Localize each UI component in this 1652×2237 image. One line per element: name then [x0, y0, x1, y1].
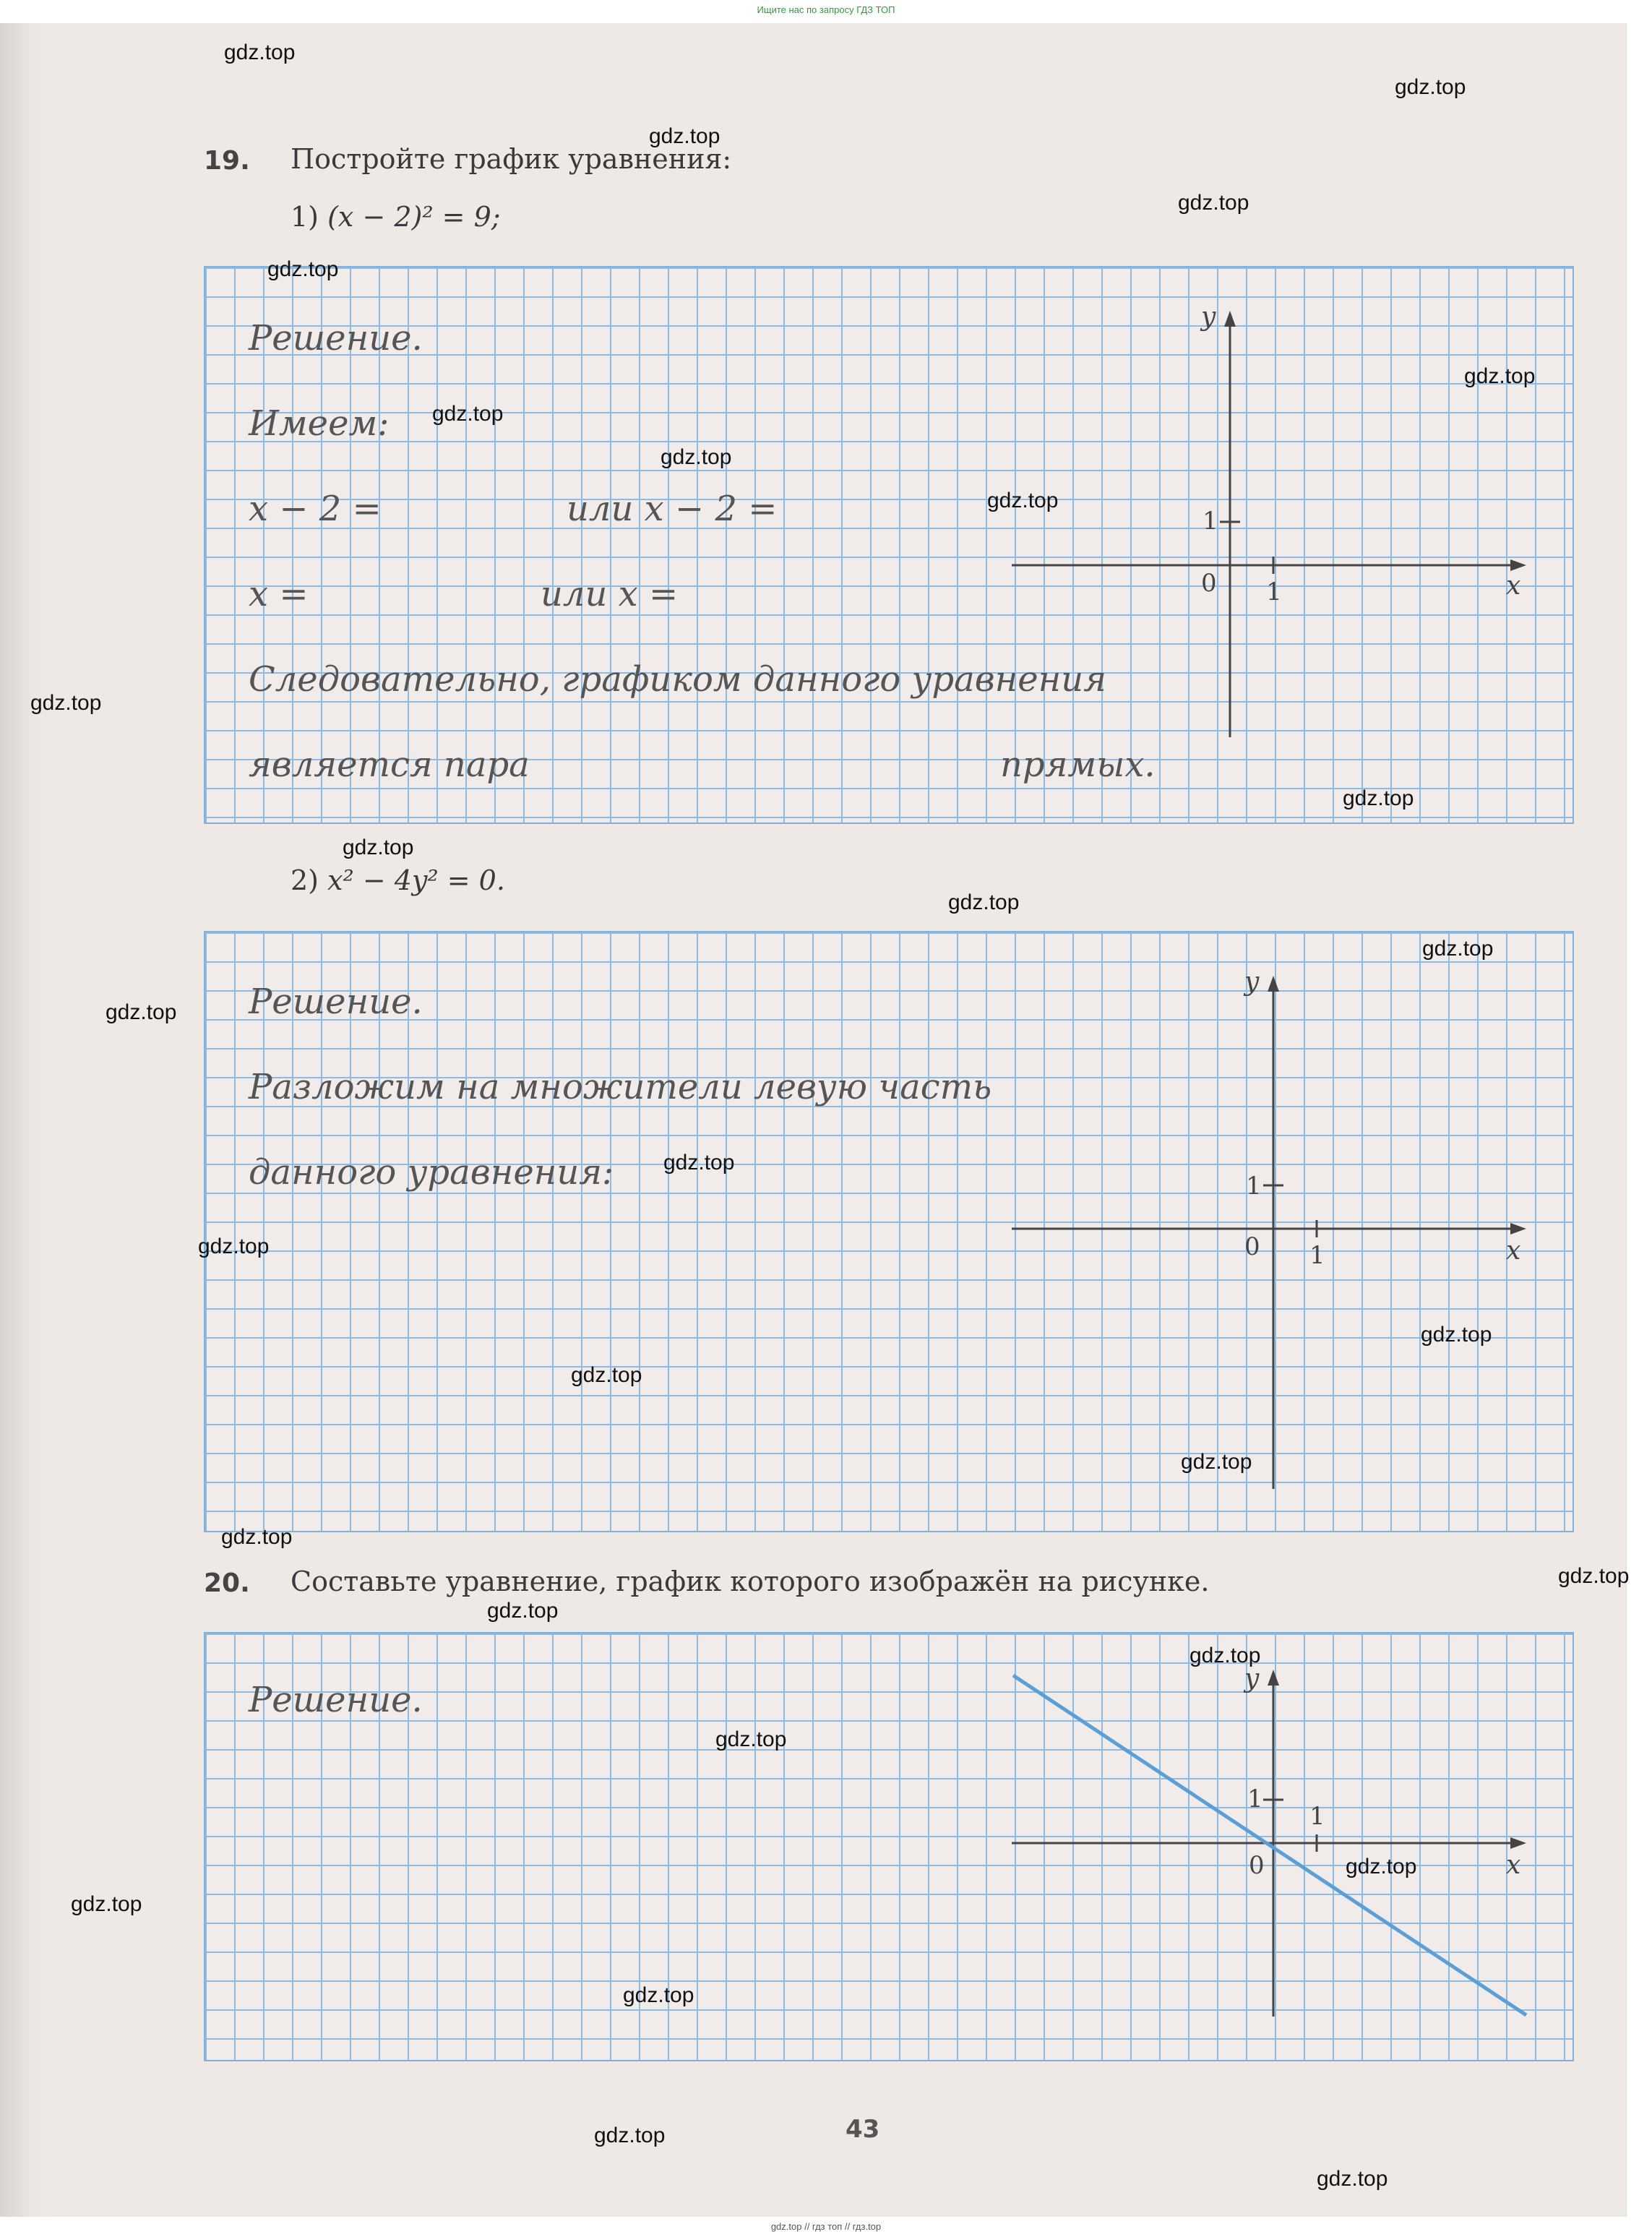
watermark: gdz.top: [1189, 1644, 1261, 1667]
watermark: gdz.top: [1317, 2167, 1388, 2191]
part2-line-1: Разложим на множители левую часть: [249, 1067, 992, 1107]
part1-y-axis-label: y: [1201, 302, 1216, 332]
bottom-banner: gdz.top // гдз топ // гдз.top: [770, 2221, 882, 2232]
part2-y-one-label: 1: [1246, 1172, 1262, 1201]
task20-graph-line: [1013, 1675, 1526, 2015]
watermark: gdz.top: [1178, 191, 1249, 215]
watermark: gdz.top: [1346, 1855, 1417, 1879]
part2-solution-title: Решение.: [249, 982, 423, 1022]
task20-x-axis-label: x: [1506, 1850, 1521, 1880]
task20-solution-title: Решение.: [249, 1680, 423, 1720]
part2-origin-label: 0: [1244, 1232, 1260, 1261]
watermark: gdz.top: [663, 1151, 735, 1175]
watermark: gdz.top: [224, 40, 296, 64]
part2-line-2: данного уравнения:: [249, 1152, 614, 1193]
part2-x-axis-label: x: [1506, 1236, 1521, 1266]
watermark: gdz.top: [1464, 364, 1536, 388]
watermark: gdz.top: [987, 489, 1059, 512]
watermark: gdz.top: [267, 257, 339, 281]
part2-x-one-label: 1: [1309, 1241, 1325, 1270]
task-19-part2-equation: [291, 864, 505, 896]
task-19-text: Постройте график уравнения:: [291, 143, 732, 175]
task20-y-axis-label: y: [1244, 1664, 1260, 1693]
watermark: gdz.top: [106, 1000, 177, 1024]
watermark: gdz.top: [623, 1983, 694, 2007]
part1-conclusion-2-right: прямых.: [1000, 744, 1156, 785]
part1-equation-text: (x − 2)² = 9;: [327, 201, 501, 233]
watermark: gdz.top: [487, 1599, 559, 1623]
part1-y-one-label: 1: [1203, 507, 1218, 536]
watermark: gdz.top: [221, 1525, 293, 1549]
watermark: gdz.top: [571, 1363, 642, 1387]
watermark: gdz.top: [30, 691, 102, 715]
watermark: gdz.top: [432, 402, 504, 426]
top-banner: Ищите нас по запросу ГДЗ ТОП: [757, 4, 895, 15]
task-19-number: 19.: [204, 146, 250, 176]
part1-line-b-left: x =: [249, 574, 309, 614]
watermark: gdz.top: [198, 1235, 270, 1258]
watermark: gdz.top: [1395, 75, 1466, 99]
part1-origin-label: 0: [1201, 569, 1217, 598]
part1-conclusion-2-left: является пара: [249, 744, 530, 785]
part1-conclusion-1: Следовательно, графиком данного уравнения: [249, 659, 1106, 700]
watermark: gdz.top: [594, 2124, 666, 2147]
watermark: gdz.top: [715, 1727, 787, 1751]
part1-solution-title: Решение.: [249, 318, 423, 358]
part2-y-axis-label: y: [1244, 967, 1260, 997]
watermark: gdz.top: [1181, 1450, 1252, 1474]
part2-coordinate-axes: [1012, 969, 1546, 1489]
part1-x-axis-label: x: [1506, 571, 1521, 601]
task-20-number: 20.: [204, 1568, 250, 1598]
part1-have-line: Имеем:: [249, 403, 390, 444]
watermark: gdz.top: [1421, 1323, 1492, 1347]
part1-line-b-right: или x =: [541, 574, 679, 614]
watermark: gdz.top: [1558, 1564, 1630, 1588]
watermark: gdz.top: [948, 890, 1020, 914]
part1-line-a-left: x − 2 =: [249, 489, 382, 529]
task20-coordinate-axes: [1012, 1662, 1546, 2038]
task-20-text: Составьте уравнение, график которого изображён на рисунке.: [291, 1566, 1210, 1597]
task20-origin-label: 0: [1249, 1851, 1265, 1880]
watermark: gdz.top: [1422, 937, 1494, 961]
watermark: gdz.top: [343, 836, 414, 859]
part2-label: 2): [291, 864, 319, 896]
page-number: 43: [846, 2115, 880, 2144]
part1-x-one-label: 1: [1266, 578, 1282, 606]
part1-label: 1): [291, 201, 319, 233]
part2-equation-text: x² − 4y² = 0.: [327, 864, 505, 896]
watermark: gdz.top: [71, 1892, 142, 1916]
part1-line-a-right: или x − 2 =: [567, 489, 778, 529]
task-19-part1-equation: [291, 201, 501, 233]
watermark: gdz.top: [649, 124, 720, 148]
task20-y-one-label: 1: [1247, 1785, 1263, 1813]
watermark: gdz.top: [1343, 786, 1414, 810]
page-spine-shadow: [0, 23, 51, 2217]
watermark: gdz.top: [661, 445, 732, 469]
task20-x-one-label: 1: [1309, 1802, 1325, 1831]
